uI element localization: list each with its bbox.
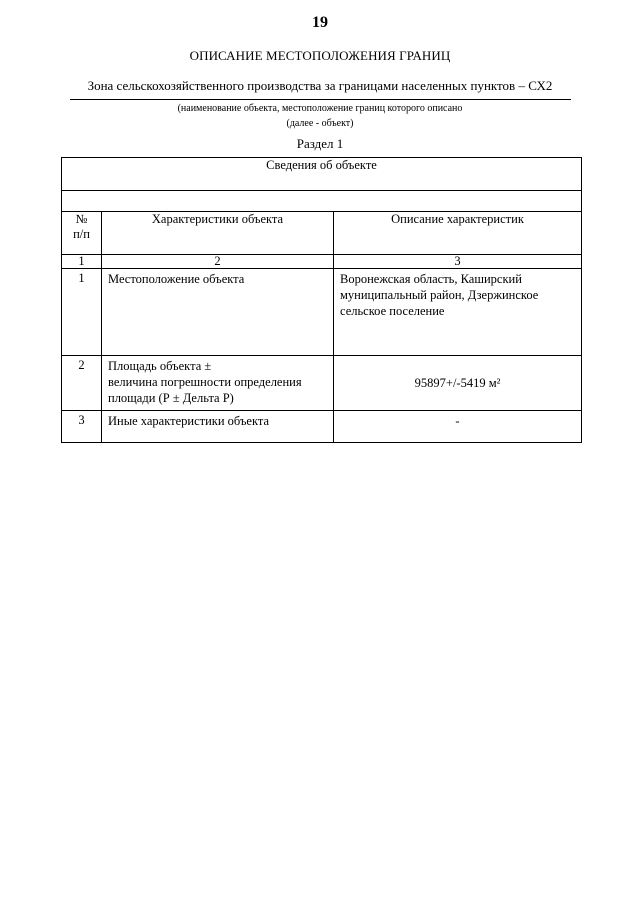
row-characteristic [102, 356, 334, 411]
row-description-line: муниципальный район, Дзержинское [340, 288, 539, 302]
column-number-1: 1 [62, 255, 102, 269]
column-header-description: Описание характеристик [334, 212, 582, 255]
row-number: 3 [62, 411, 102, 443]
row-description-line: сельское поселение [340, 304, 445, 318]
column-header-number-line2: п/п [73, 227, 90, 241]
table-blank-row [62, 191, 582, 212]
row-characteristic: Иные характеристики объекта [102, 411, 334, 443]
row-description: 95897+/-5419 м² [334, 356, 582, 411]
row-characteristic-line: Площадь объекта ± [108, 359, 212, 373]
column-header-number-line1: № [75, 212, 88, 226]
table-row [62, 411, 582, 443]
column-number-3: 3 [334, 255, 582, 269]
row-description: - [334, 411, 582, 443]
row-number: 1 [62, 269, 102, 356]
table-heading-row [62, 158, 582, 191]
object-info-table [61, 157, 582, 443]
object-name: Зона сельскохозяйственного производства за границами населенных пунктов – СХ2 [87, 78, 553, 93]
row-characteristic-line: площади (Р ± Дельта Р) [108, 391, 234, 405]
row-characteristic-line: величина погрешности определения [108, 375, 302, 389]
object-caption-line2: (далее - объект) [286, 118, 354, 129]
table-column-header-row [62, 212, 582, 255]
column-number-2: 2 [102, 255, 334, 269]
table-blank-cell [62, 191, 582, 212]
row-characteristic: Местоположение объекта [102, 269, 334, 356]
row-description-line: Воронежская область, Каширский [340, 272, 522, 286]
column-header-number [62, 212, 102, 255]
document-title: ОПИСАНИЕ МЕСТОПОЛОЖЕНИЯ ГРАНИЦ [189, 48, 451, 63]
page-number: 19 [312, 14, 328, 31]
object-name-underline [70, 99, 571, 100]
table-row [62, 269, 582, 356]
table-heading: Сведения об объекте [62, 158, 582, 191]
section-title: Раздел 1 [296, 136, 344, 151]
table-column-number-row [62, 255, 582, 269]
table-row [62, 356, 582, 411]
row-description [334, 269, 582, 356]
column-header-characteristics: Характеристики объекта [102, 212, 334, 255]
row-number: 2 [62, 356, 102, 411]
object-caption-line1: (наименование объекта, местоположение границ которого описано [177, 103, 463, 114]
